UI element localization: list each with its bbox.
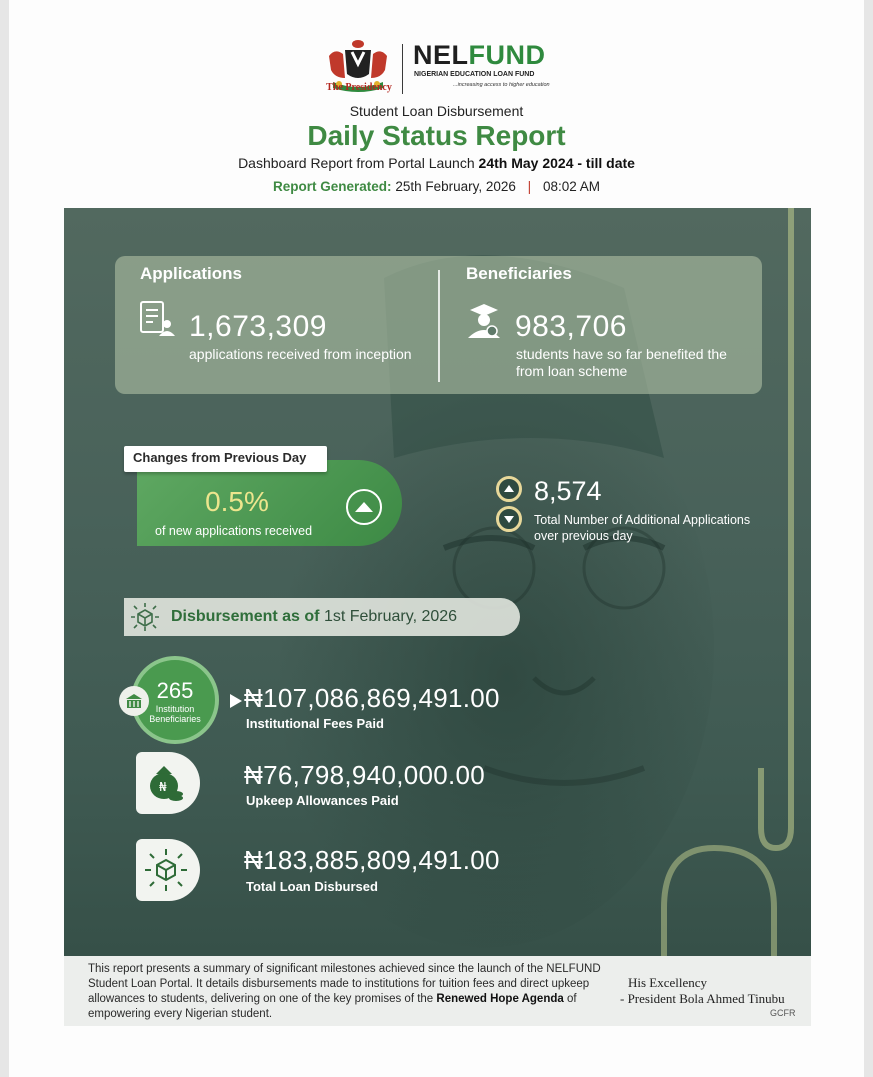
disbursement-label-text: Disbursement as of [171,608,320,625]
generated-line [0,179,873,194]
network-box-icon [129,601,161,633]
changes-description: of new applications received [155,524,313,538]
report-header [0,0,873,207]
arrow-down-small-icon [496,506,522,532]
upkeep-label: Upkeep Allowances Paid [246,793,399,808]
brand-part1: NEL [413,40,469,70]
excellency-label: His Excellency [628,975,708,990]
footer-summary [88,962,608,1022]
brand-part2: FUND [468,40,546,70]
generated-separator: | [527,179,532,194]
logo-divider [402,44,403,94]
changes-percent: 0.5% [205,486,269,517]
disbursement-date: 1st February, 2026 [323,608,458,625]
institution-icon [119,686,149,716]
footer-text-main: This report presents a summary of significant milestones achieved since the launch of the NELFUND Student Loan Portal. It details disbursements made to institutions for tuition fees and direct upkeep allowances to students, delivering on one of the key promises of the [88,963,601,1005]
summary-card [115,256,762,394]
changes-tab-label: Changes from Previous Day [124,446,327,472]
generated-label: Report Generated: [273,179,392,194]
generated-date: 25th February, 2026 [395,179,516,194]
upkeep-amount: ₦76,798,940,000.00 [244,760,486,790]
graduate-icon [464,300,504,340]
launch-line [0,155,873,171]
footer-text-end: of empowering every Nigerian student. [88,993,577,1020]
additional-applications-count: 8,574 [534,476,602,506]
application-form-icon [137,300,177,340]
beneficiaries-heading: Beneficiaries [466,264,572,283]
changes-pill [137,460,402,546]
institutional-fees-label: Institutional Fees Paid [246,716,384,731]
honour-title: GCFR [770,1008,796,1018]
disbursement-label [171,608,457,626]
beneficiaries-count: 983,706 [515,310,627,343]
brand-fullname: NIGERIAN EDUCATION LOAN FUND [414,71,535,78]
total-disbursed-label: Total Loan Disbursed [246,879,378,894]
additional-applications-description: Total Number of Additional Applications over previous day [534,513,751,543]
report-title: Daily Status Report [307,120,566,151]
svg-text:₦: ₦ [159,780,167,794]
nelfund-logo [413,40,546,71]
brand-tagline: ...increasing access to higher education [453,82,550,88]
report-subtitle: Student Loan Disbursement [349,103,524,119]
applications-description: applications received from inception [189,346,412,362]
total-disbursed-amount: ₦183,885,809,491.00 [244,845,500,875]
disbursement-header [124,598,520,636]
arrow-up-small-icon [496,476,522,502]
president-name: - President Bola Ahmed Tinubu [620,991,785,1006]
institution-label: Institution Beneficiaries [149,704,201,724]
launch-prefix: Dashboard Report from Portal Launch [238,155,475,171]
applications-heading: Applications [140,264,243,283]
beneficiaries-description: students have so far benefited the from loan scheme [516,346,727,379]
presidency-label: The Presidency [326,82,392,93]
report-footer [64,956,811,1026]
money-bag-icon [136,752,200,814]
pointer-arrow-icon [228,692,244,710]
launch-period: 24th May 2024 - till date [478,155,635,171]
stats-panel [64,208,811,956]
arrow-up-icon [346,489,382,525]
card-divider [438,270,440,382]
applications-count: 1,673,309 [189,310,327,343]
institution-count: 265 [156,678,194,703]
institutional-fees-amount: ₦107,086,869,491.00 [244,683,500,713]
generated-time: 08:02 AM [542,179,600,194]
footer-text-bold: Renewed Hope Agenda [436,993,564,1005]
network-box-icon [136,839,200,901]
